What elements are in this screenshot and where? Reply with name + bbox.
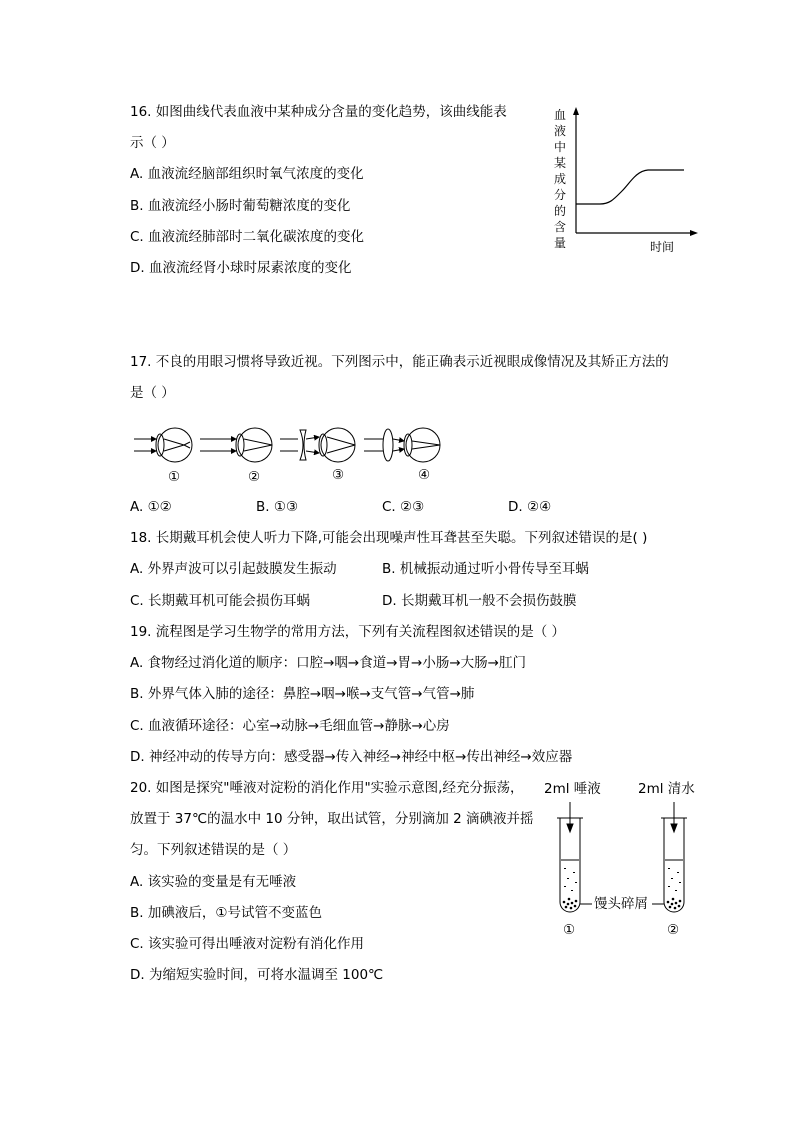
eye-label-4: ④ — [418, 467, 431, 483]
ylabel-char: 量 — [554, 236, 567, 250]
q16-graph-svg — [548, 103, 698, 258]
tube1-number: ① — [563, 922, 576, 938]
q17-option-c: C. ②③ — [382, 499, 425, 515]
q19-option-b: B. 外界气体入肺的途径：鼻腔→咽→喉→支气管→气管→肺 — [130, 686, 475, 702]
ylabel-char: 某 — [554, 156, 567, 170]
q19-option-a: A. 食物经过消化道的顺序：口腔→咽→食道→胃→小肠→大肠→肛门 — [130, 655, 526, 671]
q17-stem-line2: 是（ ） — [130, 385, 175, 401]
tube2-number: ② — [667, 922, 680, 938]
ylabel-char: 分 — [554, 188, 567, 202]
graph-ylabel — [554, 108, 566, 250]
q20-option-d: D. 为缩短实验时间，可将水温调至 100℃ — [130, 967, 384, 983]
test-tube-2 — [661, 802, 687, 912]
q17-option-b: B. ①③ — [256, 499, 299, 515]
q16-option-b: B. 血液流经小肠时葡萄糖浓度的变化 — [130, 198, 351, 214]
q16-stem-line2: 示（ ） — [130, 135, 175, 151]
eye-label-1: ① — [168, 469, 181, 485]
graph-curve — [576, 170, 684, 204]
test-tube-1 — [557, 802, 583, 912]
q16-option-d: D. 血液流经肾小球时尿素浓度的变化 — [130, 260, 352, 276]
q16-option-c: C. 血液流经肺部时二氧化碳浓度的变化 — [130, 229, 365, 245]
eye-diagram-3 — [280, 428, 355, 462]
eye-diagram-1 — [134, 428, 192, 462]
ylabel-char: 含 — [554, 220, 567, 234]
q18-stem: 18. 长期戴耳机会使人听力下降,可能会出现噪声性耳聋甚至失聪。下列叙述错误的是( ) — [130, 530, 648, 546]
eye-label-3: ③ — [332, 467, 345, 483]
q20-option-b: B. 加碘液后，①号试管不变蓝色 — [130, 905, 322, 921]
q20-option-c: C. 该实验可得出唾液对淀粉有消化作用 — [130, 936, 365, 952]
q20-test-tube-figure — [540, 778, 700, 943]
q18-option-c: C. 长期戴耳机可能会损伤耳蜗 — [130, 593, 311, 609]
q19-option-d: D. 神经冲动的传导方向：感受器→传入神经→神经中枢→传出神经→效应器 — [130, 749, 573, 765]
tube1-label: 2ml 唾液 — [544, 781, 601, 797]
q20-stem-line2: 放置于 37℃的温水中 10 分钟，取出试管，分别滴加 2 滴碘液并摇 — [130, 811, 534, 827]
q20-option-a: A. 该实验的变量是有无唾液 — [130, 874, 297, 890]
q19-stem: 19. 流程图是学习生物学的常用方法，下列有关流程图叙述错误的是（ ） — [130, 624, 566, 640]
ylabel-char: 成 — [554, 172, 567, 186]
q20-tubes-svg — [540, 778, 700, 943]
q18-option-d: D. 长期戴耳机一般不会损伤鼓膜 — [382, 593, 577, 609]
eye-diagram-4 — [364, 428, 440, 462]
eye-label-2: ② — [248, 469, 261, 485]
ylabel-char: 中 — [554, 140, 567, 154]
q20-stem-line3: 匀。下列叙述错误的是（ ） — [130, 842, 297, 858]
q18-option-a: A. 外界声波可以引起鼓膜发生振动 — [130, 561, 337, 577]
ylabel-char: 的 — [554, 204, 567, 218]
ylabel-char: 液 — [554, 124, 567, 138]
graph-y-arrow — [573, 107, 579, 115]
q17-option-a: A. ①② — [130, 499, 172, 515]
q20-stem-line1: 20. 如图是探究"唾液对淀粉的消化作用"实验示意图,经充分振荡， — [130, 780, 524, 796]
ylabel-char: 血 — [554, 108, 567, 122]
eye-diagram-2 — [200, 428, 272, 462]
graph-xlabel: 时间 — [650, 240, 675, 254]
q18-option-b: B. 机械振动通过听小骨传导至耳蜗 — [382, 561, 589, 577]
q17-eye-figures — [130, 418, 450, 486]
bread-crumbs-label: 馒头碎屑 — [594, 896, 648, 912]
graph-x-arrow — [690, 230, 698, 236]
q17-stem-line1: 17. 不良的用眼习惯将导致近视。下列图示中，能正确表示近视眼成像情况及其矫正方法的 — [130, 354, 669, 370]
q16-stem-line1: 16. 如图曲线代表血液中某种成分含量的变化趋势，该曲线能表 — [130, 104, 507, 120]
tube2-label: 2ml 清水 — [638, 781, 695, 797]
q16-option-a: A. 血液流经脑部组织时氧气浓度的变化 — [130, 166, 364, 182]
q16-graph — [548, 103, 698, 258]
q19-option-c: C. 血液循环途径：心室→动脉→毛细血管→静脉→心房 — [130, 718, 450, 734]
q17-option-d: D. ②④ — [508, 499, 552, 515]
